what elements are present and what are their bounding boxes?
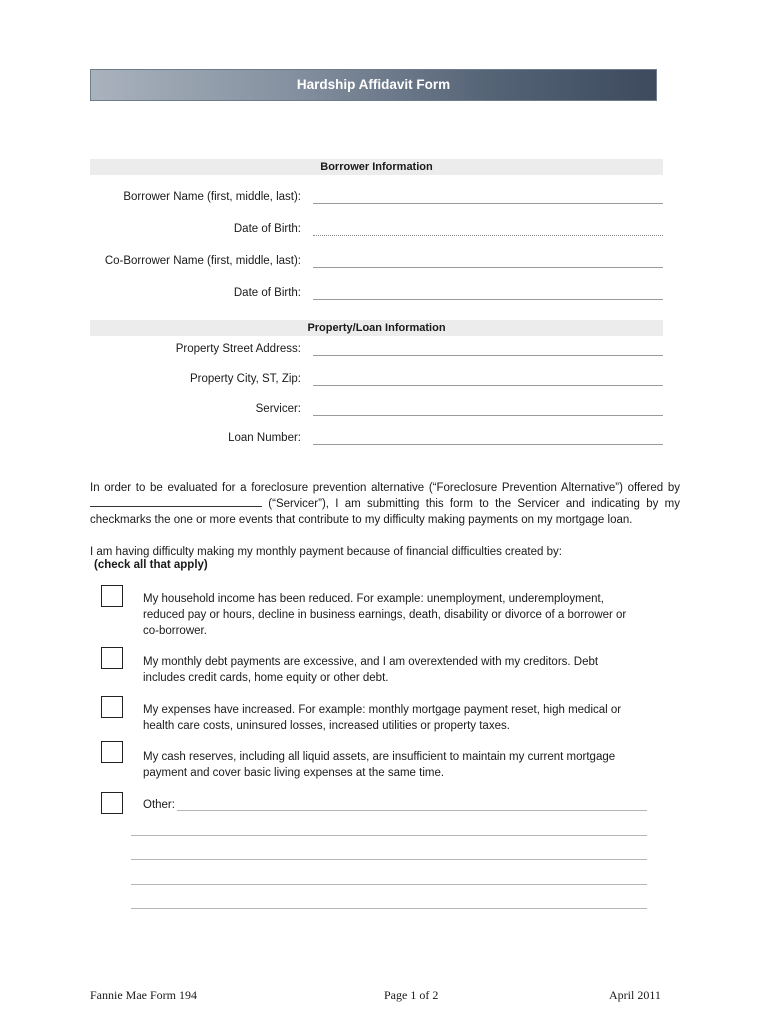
borrower-dob-field[interactable]: [313, 235, 663, 236]
coborrower-name-field[interactable]: [313, 267, 663, 268]
servicer-label: Servicer:: [255, 403, 301, 415]
intro-text-part1: In order to be evaluated for a foreclosure prevention alternative (“Foreclosure Prevention Alternative”) offered by: [90, 482, 680, 494]
servicer-row: [90, 403, 663, 423]
other-field-line-5[interactable]: [131, 908, 647, 909]
coborrower-dob-label: Date of Birth:: [233, 287, 301, 299]
servicer-name-blank[interactable]: [90, 496, 262, 507]
property-city-row: [90, 373, 663, 393]
cash-reserves-text: My cash reserves, including all liquid assets, are insufficient to maintain my current mortgage payment and cover basic living expenses at the same time.: [143, 751, 616, 779]
other-field-line-3[interactable]: [131, 859, 647, 860]
property-city-label: Property City, ST, Zip:: [190, 373, 301, 385]
coborrower-dob-row: [90, 287, 663, 307]
other-label: Other:: [143, 799, 175, 811]
other-field-line-2[interactable]: [131, 835, 647, 836]
property-address-label: Property Street Address:: [175, 343, 301, 355]
check-all-instruction: (check all that apply): [94, 559, 208, 571]
debt-excessive-text: My monthly debt payments are excessive, and I am overextended with my creditors. Debt includes credit cards, home equity or other debt.: [143, 656, 599, 684]
debt-excessive-checkbox[interactable]: [101, 647, 123, 669]
borrower-dob-row: [90, 223, 663, 243]
form-title-bar: [90, 69, 657, 101]
loan-number-label: Loan Number:: [228, 432, 301, 444]
borrower-name-label: Borrower Name (first, middle, last):: [123, 191, 301, 203]
loan-number-row: [90, 432, 663, 452]
expenses-increased-checkbox[interactable]: [101, 696, 123, 718]
cash-reserves-checkbox[interactable]: [101, 741, 123, 763]
other-checkbox[interactable]: [101, 792, 123, 814]
expenses-increased-text: My expenses have increased. For example: monthly mortgage payment reset, high medical or health care costs, uninsured losses, increased utilities or property taxes.: [143, 704, 622, 732]
borrower-name-row: [90, 191, 663, 211]
borrower-name-field[interactable]: [313, 203, 663, 204]
coborrower-dob-field[interactable]: [313, 299, 663, 300]
property-address-row: [90, 343, 663, 363]
coborrower-name-row: [90, 255, 663, 275]
footer-form-name: Fannie Mae Form 194: [90, 988, 197, 1002]
loan-number-field[interactable]: [313, 444, 663, 445]
borrower-dob-label: Date of Birth:: [233, 223, 301, 235]
intro-text-part2: (“Servicer”), I am submitting this form to the Servicer and indicating by my checkmarks the one or more events that contribute to my difficulty making payments on my mortgage loan.: [90, 498, 680, 527]
footer-date: April 2011: [609, 988, 661, 1002]
other-field-line-1[interactable]: [177, 810, 647, 811]
income-reduced-checkbox[interactable]: [101, 585, 123, 607]
difficulty-statement: I am having difficulty making my monthly payment because of financial difficulties created by:: [90, 546, 562, 558]
borrower-section-heading: Borrower Information: [90, 159, 663, 175]
form-title: Hardship Affidavit Form: [296, 77, 451, 92]
footer-page-number: Page 1 of 2: [384, 988, 439, 1002]
property-city-field[interactable]: [313, 385, 663, 386]
other-field-line-4[interactable]: [131, 884, 647, 885]
intro-paragraph: [90, 480, 680, 529]
coborrower-name-label: Co-Borrower Name (first, middle, last):: [104, 255, 301, 267]
property-address-field[interactable]: [313, 355, 663, 356]
servicer-field[interactable]: [313, 415, 663, 416]
income-reduced-text: My household income has been reduced. For example: unemployment, underemployment, reduced pay or hours, decline in business earnings, death, disability or divorce of a borrower or co-borrower.: [143, 593, 627, 637]
property-section-heading: Property/Loan Information: [90, 320, 663, 336]
